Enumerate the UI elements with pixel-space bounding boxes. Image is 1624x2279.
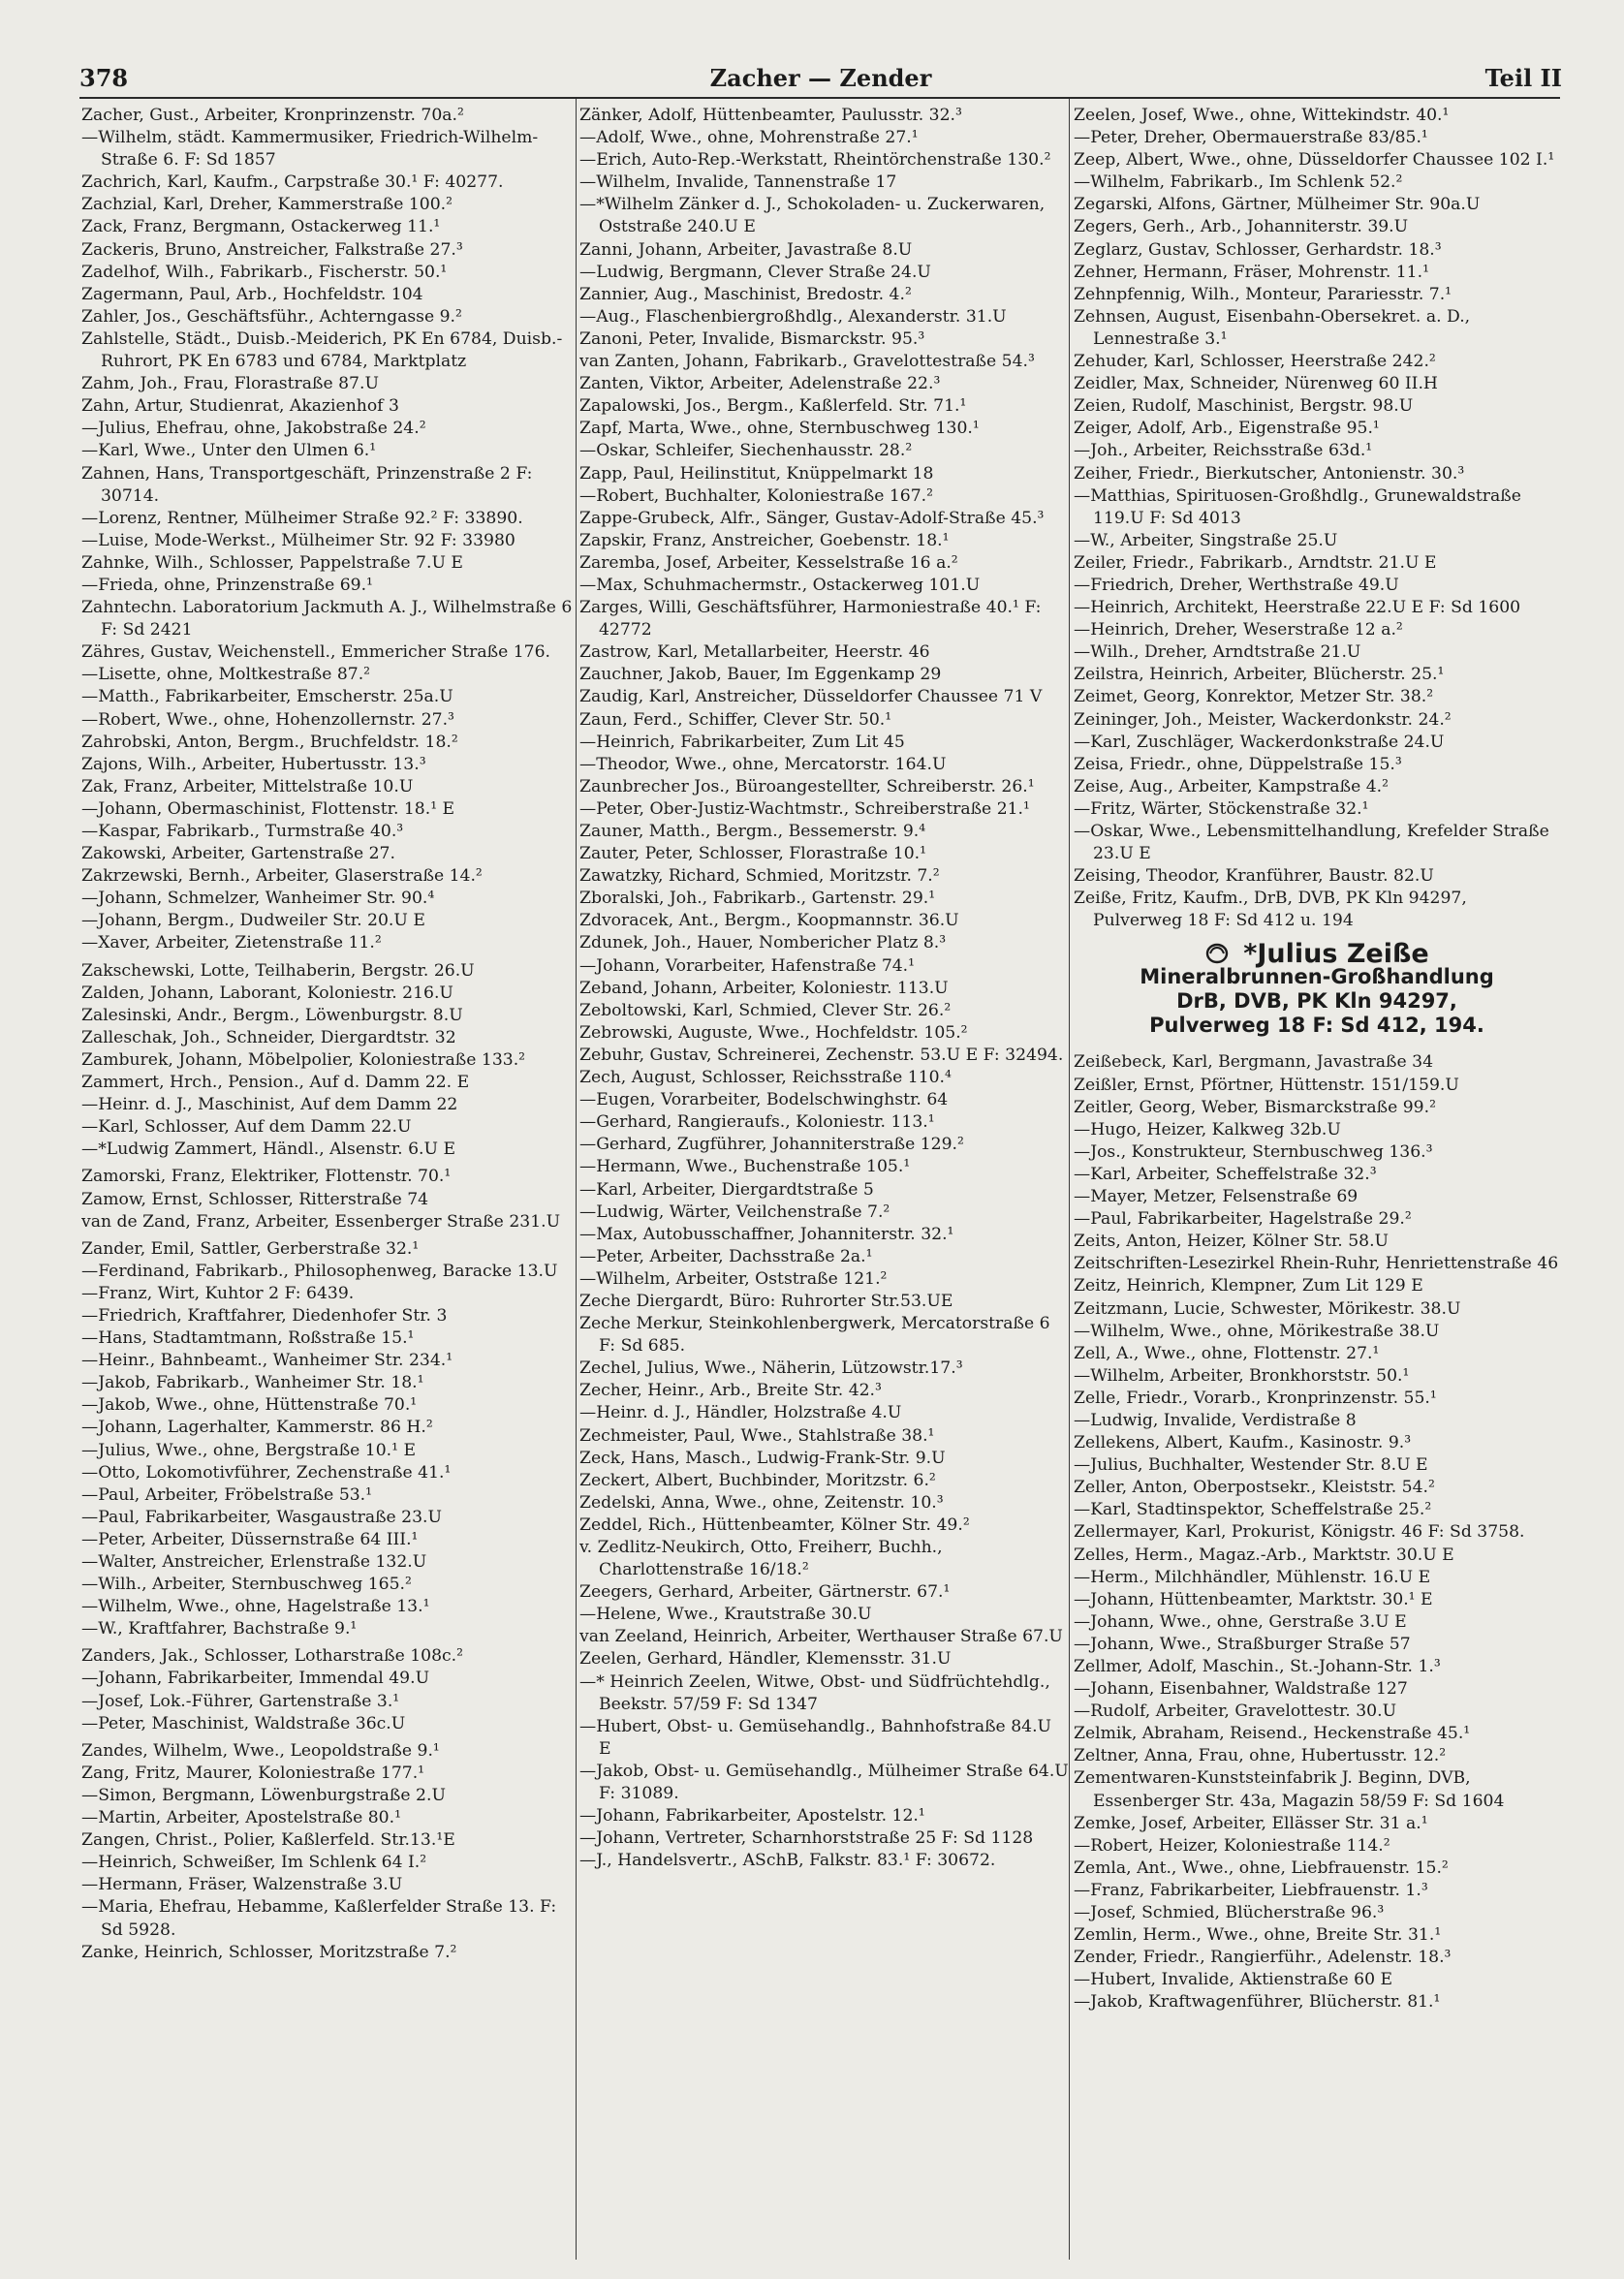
- directory-entry: Zboralski, Joh., Fabrikarb., Gartenstr. 29.¹: [579, 889, 936, 909]
- directory-entry: —Wilhelm, Arbeiter, Bronkhorststr. 50.¹: [1074, 1365, 1410, 1386]
- directory-entry: —Ferdinand, Fabrikarb., Philosophenweg, Baracke 13.U: [81, 1261, 558, 1281]
- directory-entry: —Heinr. d. J., Händler, Holzstraße 4.U: [579, 1403, 902, 1423]
- directory-entry: Zanoni, Peter, Invalide, Bismarckstr. 95.³: [579, 328, 925, 349]
- directory-entry: Zapf, Marta, Wwe., ohne, Sternbuschweg 130.¹: [579, 419, 980, 439]
- directory-entry: Zanni, Johann, Arbeiter, Javastraße 8.U: [579, 239, 913, 260]
- directory-entry: Zajons, Wilh., Arbeiter, Hubertusstr. 13.³: [81, 754, 426, 774]
- directory-entry: —Herm., Milchhändler, Mühlenstr. 16.U E: [1074, 1567, 1431, 1587]
- directory-entry: —Adolf, Wwe., ohne, Mohrenstraße 27.¹: [579, 128, 919, 148]
- directory-entry: Zender, Friedr., Rangierführ., Adelenstr. 18.³: [1074, 1948, 1452, 1968]
- directory-entry: —Aug., Flaschenbiergroßhdlg., Alexanderstr. 31.U: [579, 306, 1007, 327]
- directory-entry: Zech, August, Schlosser, Reichsstraße 110.⁴: [579, 1068, 952, 1088]
- advertisement: [1074, 938, 1560, 1038]
- directory-entry: Zachzial, Karl, Dreher, Kammerstraße 100.²: [81, 195, 453, 215]
- directory-entry: Zellmer, Adolf, Maschin., St.-Johann-Str. 1.³: [1074, 1657, 1441, 1676]
- directory-entry: Zamow, Ernst, Schlosser, Ritterstraße 74: [81, 1189, 429, 1209]
- directory-entry: —Peter, Arbeiter, Düssernstraße 64 III.¹: [81, 1529, 419, 1549]
- directory-entry: Zacher, Gust., Arbeiter, Kronprinzenstr. 70a.²: [81, 106, 464, 125]
- column-2: [579, 105, 1069, 2265]
- directory-entry: Zauter, Peter, Schlosser, Florastraße 10.¹: [579, 844, 927, 864]
- directory-entry: Zamburek, Johann, Möbelpolier, Koloniestraße 133.²: [81, 1049, 526, 1070]
- directory-entry: Zawatzky, Richard, Schmied, Moritzstr. 7.²: [579, 866, 940, 887]
- directory-entry: —Wilhelm, Wwe., ohne, Mörikestraße 38.U: [1074, 1321, 1440, 1341]
- directory-entry: —Johann, Vorarbeiter, Hafenstraße 74.¹: [579, 955, 916, 976]
- directory-entry: —Rudolf, Arbeiter, Gravelottestr. 30.U: [1074, 1701, 1397, 1722]
- directory-entry: Zandes, Wilhelm, Wwe., Leopoldstraße 9.¹: [81, 1740, 440, 1761]
- directory-entry: Zang, Fritz, Maurer, Koloniestraße 177.¹: [81, 1763, 425, 1783]
- directory-entry: Zanke, Heinrich, Schlosser, Moritzstraße 7.²: [81, 1942, 457, 1962]
- directory-entry: Zappe-Grubeck, Alfr., Sänger, Gustav-Adolf-Straße 45.³: [579, 508, 1045, 528]
- directory-entry: Zalden, Johann, Laborant, Koloniestr. 216.U: [81, 983, 453, 1003]
- directory-entry: —Jakob, Kraftwagenführer, Blücherstr. 81.¹: [1074, 1992, 1441, 2013]
- advert-address: Pulverweg 18 F: Sd 412, 194.: [1149, 1014, 1484, 1038]
- directory-entry: Zemke, Josef, Arbeiter, Ellässer Str. 31 a.¹: [1074, 1813, 1428, 1833]
- directory-entry: Zementwaren-Kunststeinfabrik J. Beginn, DVB, Essenberger Str. 43a, Magazin 58/59 F: Sd 1604: [1074, 1768, 1505, 1811]
- directory-entry: Zapalowski, Jos., Bergm., Kaßlerfeld. Str. 71.¹: [579, 396, 967, 417]
- directory-entry: —Luise, Mode-Werkst., Mülheimer Str. 92 F: 33980: [81, 530, 515, 550]
- advert-business: Mineralbrunnen-Großhandlung: [1140, 965, 1494, 989]
- directory-entry: —Peter, Ober-Justiz-Wachtmstr., Schreiberstraße 21.¹: [579, 798, 1030, 819]
- directory-entry: —Heinr. d. J., Maschinist, Auf dem Damm 22: [81, 1095, 458, 1115]
- directory-entry: Zeelen, Josef, Wwe., ohne, Wittekindstr. 40.¹: [1074, 106, 1450, 125]
- directory-entry: Zanders, Jak., Schlosser, Lotharstraße 108c.²: [81, 1646, 464, 1667]
- column-divider: [1069, 99, 1070, 2260]
- directory-entry: —Hugo, Heizer, Kalkweg 32b.U: [1074, 1119, 1341, 1140]
- directory-entry: —Erich, Auto-Rep.-Werkstatt, Rheintörchenstraße 130.²: [579, 150, 1051, 171]
- directory-entry: —Mayer, Metzer, Felsenstraße 69: [1074, 1187, 1359, 1207]
- directory-entry: Zeidler, Max, Schneider, Nürenweg 60 II.H: [1074, 374, 1438, 394]
- directory-entry: Zahlstelle, Städt., Duisb.-Meiderich, PK En 6784, Duisb.-Ruhrort, PK En 6783 und 6784, Marktplatz: [81, 328, 563, 372]
- directory-entry: —Jos., Konstrukteur, Sternbuschweg 136.³: [1074, 1141, 1433, 1162]
- directory-entry: —Heinrich, Schweißer, Im Schlenk 64 I.²: [81, 1853, 427, 1873]
- directory-entry: —Johann, Fabrikarbeiter, Immendal 49.U: [81, 1669, 430, 1689]
- directory-entry: —Wilhelm, Fabrikarb., Im Schlenk 52.²: [1074, 172, 1403, 193]
- directory-entry: —Heinrich, Fabrikarbeiter, Zum Lit 45: [579, 732, 905, 752]
- directory-entry: Zauchner, Jakob, Bauer, Im Eggenkamp 29: [579, 665, 942, 685]
- directory-entry: —Wilh., Arbeiter, Sternbuschweg 165.²: [81, 1575, 412, 1595]
- directory-entry: Zanten, Viktor, Arbeiter, Adelenstraße 22.³: [579, 374, 941, 394]
- directory-entry: Zakschewski, Lotte, Teilhaberin, Bergstr. 26.U: [81, 960, 475, 981]
- directory-entry: Zeckert, Albert, Buchbinder, Moritzstr. 6.²: [579, 1470, 936, 1490]
- directory-entry: —Hermann, Fräser, Walzenstraße 3.U: [81, 1875, 403, 1895]
- directory-entry: Zemlin, Herm., Wwe., ohne, Breite Str. 31.¹: [1074, 1925, 1442, 1946]
- directory-entry: —Walter, Anstreicher, Erlenstraße 132.U: [81, 1552, 427, 1572]
- directory-entry: —Karl, Wwe., Unter den Ulmen 6.¹: [81, 441, 377, 461]
- directory-entry: —Kaspar, Fabrikarb., Turmstraße 40.³: [81, 822, 404, 841]
- directory-entry: Zellekens, Albert, Kaufm., Kasinostr. 9.³: [1074, 1433, 1412, 1453]
- directory-entry: —Johann, Wwe., Straßburger Straße 57: [1074, 1634, 1411, 1654]
- directory-entry: Zedelski, Anna, Wwe., ohne, Zeitenstr. 10.³: [579, 1492, 944, 1513]
- directory-entry: Zehner, Hermann, Fräser, Mohrenstr. 11.¹: [1074, 262, 1429, 282]
- directory-entry: —Johann, Eisenbahner, Waldstraße 127: [1074, 1679, 1408, 1700]
- directory-entry: Zeiher, Friedr., Bierkutscher, Antonienstr. 30.³: [1074, 463, 1465, 484]
- directory-entry: —Jakob, Obst- u. Gemüsehandlg., Mülheimer Straße 64.U F: 31089.: [579, 1761, 1069, 1804]
- column-3: [1074, 105, 1560, 2265]
- directory-entry: —Wilhelm, Invalide, Tannenstraße 17: [579, 172, 897, 193]
- directory-entry: —Oskar, Wwe., Lebensmittelhandlung, Krefelder Straße 23.U E: [1074, 822, 1549, 864]
- directory-entry: Zdvoracek, Ant., Bergm., Koopmannstr. 36.U: [579, 911, 959, 931]
- directory-entry: —Jakob, Wwe., ohne, Hüttenstraße 70.¹: [81, 1395, 418, 1416]
- directory-entry: Zdunek, Joh., Hauer, Nombericher Platz 8.³: [579, 933, 947, 953]
- directory-entry: Zelmik, Abraham, Reisend., Heckenstraße 45.¹: [1074, 1724, 1471, 1744]
- directory-entry: Zaremba, Josef, Arbeiter, Kesselstraße 16 a.²: [579, 552, 958, 573]
- directory-entry: Zapp, Paul, Heilinstitut, Knüppelmarkt 18: [579, 463, 934, 484]
- directory-entry: Zakowski, Arbeiter, Gartenstraße 27.: [81, 844, 395, 864]
- directory-entry: —Julius, Buchhalter, Westender Str. 8.U E: [1074, 1455, 1428, 1476]
- directory-entry: —Peter, Dreher, Obermauerstraße 83/85.¹: [1074, 128, 1428, 148]
- directory-entry: —Karl, Zuschläger, Wackerdonkstraße 24.U: [1074, 732, 1445, 752]
- directory-entry: Zehnpfennig, Wilh., Monteur, Parariesstr. 7.¹: [1074, 284, 1452, 304]
- directory-entry: Zähres, Gustav, Weichenstell., Emmericher Straße 176.: [81, 642, 551, 663]
- directory-entry: —Gerhard, Rangieraufs., Koloniestr. 113.¹: [579, 1112, 935, 1133]
- directory-entry: Zahn, Artur, Studienrat, Akazienhof 3: [81, 396, 399, 417]
- directory-entry: —Peter, Arbeiter, Dachsstraße 2a.¹: [579, 1246, 873, 1266]
- directory-entry: Zaunbrecher Jos., Büroangestellter, Schreiberstr. 26.¹: [579, 776, 1035, 796]
- directory-entry: Zeißebeck, Karl, Bergmann, Javastraße 34: [1074, 1052, 1434, 1073]
- directory-entry: Zeiler, Friedr., Fabrikarb., Arndtstr. 21.U E: [1074, 552, 1437, 573]
- directory-entry: Zeiße, Fritz, Kaufm., DrB, DVB, PK Kln 94297, Pulverweg 18 F: Sd 412 u. 194: [1074, 889, 1467, 931]
- directory-entry: —Ludwig, Bergmann, Clever Straße 24.U: [579, 262, 931, 282]
- directory-entry: —Paul, Arbeiter, Fröbelstraße 53.¹: [81, 1484, 373, 1505]
- directory-entry: Zecher, Heinr., Arb., Breite Str. 42.³: [579, 1381, 882, 1401]
- directory-entry: —Heinr., Bahnbeamt., Wanheimer Str. 234.¹: [81, 1351, 453, 1371]
- directory-entry: —Otto, Lokomotivführer, Zechenstraße 41.¹: [81, 1462, 452, 1483]
- part-label: Teil II: [1484, 64, 1562, 92]
- directory-entry: Zauner, Matth., Bergm., Bessemerstr. 9.⁴: [579, 822, 926, 841]
- directory-entry: Zeboltowski, Karl, Schmied, Clever Str. 26.²: [579, 1000, 952, 1020]
- directory-entry: Zeglarz, Gustav, Schlosser, Gerhardstr. 18.³: [1074, 239, 1442, 260]
- directory-entry: Zegarski, Alfons, Gärtner, Mülheimer Str. 90a.U: [1074, 195, 1481, 215]
- directory-entry: Zeise, Aug., Arbeiter, Kampstraße 4.²: [1074, 776, 1390, 796]
- directory-entry: Zeche Diergardt, Büro: Ruhrorter Str.53.UE: [579, 1291, 953, 1311]
- directory-entry: —Johann, Lagerhalter, Kammerstr. 86 H.²: [81, 1418, 433, 1438]
- directory-entry: Zeep, Albert, Wwe., ohne, Düsseldorfer Chaussee 102 I.¹: [1074, 150, 1555, 171]
- directory-entry: Zagermann, Paul, Arb., Hochfeldstr. 104: [81, 284, 423, 304]
- directory-entry: —Helene, Wwe., Krautstraße 30.U: [579, 1605, 872, 1625]
- directory-entry: —Josef, Lok.-Führer, Gartenstraße 3.¹: [81, 1691, 400, 1711]
- directory-entry: —Simon, Bergmann, Löwenburgstraße 2.U: [81, 1785, 446, 1805]
- advert-title: [1074, 938, 1560, 969]
- directory-entry: —J., Handelsvertr., ASchB, Falkstr. 83.¹ F: 30672.: [579, 1851, 996, 1871]
- directory-entry: v. Zedlitz-Neukirch, Otto, Freiherr, Buchh., Charlottenstraße 16/18.²: [579, 1538, 943, 1580]
- directory-entry: Zeits, Anton, Heizer, Kölner Str. 58.U: [1074, 1232, 1390, 1252]
- directory-entry: Zehuder, Karl, Schlosser, Heerstraße 242.²: [1074, 352, 1436, 372]
- directory-entry: Zeininger, Joh., Meister, Wackerdonkstr. 24.²: [1074, 709, 1452, 730]
- name-range: Zacher — Zender: [709, 64, 932, 92]
- directory-entry: —Karl, Stadtinspektor, Scheffelstraße 25.²: [1074, 1500, 1432, 1520]
- directory-entry: —Heinrich, Dreher, Weserstraße 12 a.²: [1074, 620, 1403, 640]
- directory-entry: Zehnsen, August, Eisenbahn-Obersekret. a. D., Lennestraße 3.¹: [1074, 306, 1471, 349]
- directory-entry: —Josef, Schmied, Blücherstraße 96.³: [1074, 1903, 1385, 1923]
- directory-entry: Zastrow, Karl, Metallarbeiter, Heerstr. 46: [579, 642, 930, 663]
- directory-entry: Zahm, Joh., Frau, Florastraße 87.U: [81, 374, 379, 394]
- directory-entry: —*Ludwig Zammert, Händl., Alsenstr. 6.U E: [81, 1140, 455, 1160]
- directory-entry: Zachrich, Karl, Kaufm., Carpstraße 30.¹ F: 40277.: [81, 172, 504, 193]
- directory-entry: —Friedrich, Kraftfahrer, Diedenhofer Str. 3: [81, 1305, 448, 1326]
- directory-entry: —Julius, Wwe., ohne, Bergstraße 10.¹ E: [81, 1440, 417, 1460]
- directory-entry: Zelles, Herm., Magaz.-Arb., Marktstr. 30.U E: [1074, 1545, 1454, 1565]
- directory-entry: Zeddel, Rich., Hüttenbeamter, Kölner Str. 49.²: [579, 1514, 970, 1535]
- directory-entry: Zeitschriften-Lesezirkel Rhein-Ruhr, Henriettenstraße 46: [1074, 1254, 1559, 1274]
- directory-entry: —Martin, Arbeiter, Apostelstraße 80.¹: [81, 1808, 401, 1828]
- directory-entry: Zeising, Theodor, Kranführer, Baustr. 82.U: [1074, 866, 1434, 887]
- directory-entry: —Joh., Arbeiter, Reichsstraße 63d.¹: [1074, 441, 1373, 461]
- directory-entry: —Hubert, Invalide, Aktienstraße 60 E: [1074, 1970, 1393, 1990]
- directory-entry: —Friedrich, Dreher, Werthstraße 49.U: [1074, 575, 1399, 595]
- directory-entry: van de Zand, Franz, Arbeiter, Essenberger Straße 231.U: [81, 1211, 561, 1232]
- directory-entry: Zeitz, Heinrich, Klempner, Zum Lit 129 E: [1074, 1276, 1423, 1296]
- directory-entry: —Robert, Wwe., ohne, Hohenzollernstr. 27.³: [81, 709, 454, 730]
- directory-entry: Zeitzmann, Lucie, Schwester, Mörikestr. 38.U: [1074, 1298, 1461, 1319]
- directory-entry: Zack, Franz, Bergmann, Ostackerweg 11.¹: [81, 217, 441, 237]
- directory-entry: Zeche Merkur, Steinkohlenbergwerk, Mercatorstraße 6 F: Sd 685.: [579, 1314, 1050, 1357]
- directory-entry: Zak, Franz, Arbeiter, Mittelstraße 10.U: [81, 776, 414, 796]
- directory-entry: —Paul, Fabrikarbeiter, Hagelstraße 29.²: [1074, 1209, 1412, 1230]
- directory-entry: Zammert, Hrch., Pension., Auf d. Damm 22. E: [81, 1073, 470, 1093]
- directory-entry: Zakrzewski, Bernh., Arbeiter, Glaserstraße 14.²: [81, 866, 483, 887]
- directory-entry: Zelle, Friedr., Vorarb., Kronprinzenstr. 55.¹: [1074, 1388, 1437, 1408]
- directory-entry: —Lorenz, Rentner, Mülheimer Straße 92.² F: 33890.: [81, 508, 523, 528]
- directory-entry: Zaun, Ferd., Schiffer, Clever Str. 50.¹: [579, 709, 892, 730]
- directory-entry: —Johann, Hüttenbeamter, Marktstr. 30.¹ E: [1074, 1589, 1433, 1609]
- directory-entry: —Jakob, Fabrikarb., Wanheimer Str. 18.¹: [81, 1373, 424, 1393]
- directory-entry: —Karl, Schlosser, Auf dem Damm 22.U: [81, 1117, 412, 1138]
- directory-entry: Zeltner, Anna, Frau, ohne, Hubertusstr. 12.²: [1074, 1746, 1447, 1766]
- directory-entry: —Johann, Fabrikarbeiter, Apostelstr. 12.¹: [579, 1806, 925, 1826]
- directory-entry: —Wilhelm, Arbeiter, Oststraße 121.²: [579, 1268, 888, 1289]
- directory-entry: —Ludwig, Invalide, Verdistraße 8: [1074, 1410, 1357, 1430]
- brand-logo-icon: [1204, 942, 1237, 965]
- directory-entry: Zeller, Anton, Oberpostsekr., Kleiststr. 54.²: [1074, 1478, 1435, 1498]
- directory-entry: Zebrowski, Auguste, Wwe., Hochfeldstr. 105.²: [579, 1022, 968, 1043]
- directory-entry: Zegers, Gerh., Arb., Johanniterstr. 39.U: [1074, 217, 1409, 237]
- directory-entry: —Gerhard, Zugführer, Johanniterstraße 129.²: [579, 1135, 964, 1155]
- directory-entry: Zänker, Adolf, Hüttenbeamter, Paulusstr. 32.³: [579, 106, 962, 125]
- directory-entry: Zahrobski, Anton, Bergm., Bruchfeldstr. 18.²: [81, 732, 458, 752]
- directory-entry: Zalleschak, Joh., Schneider, Diergardtstr. 32: [81, 1027, 456, 1047]
- directory-entry: —Wilhelm, städt. Kammermusiker, Friedrich-Wilhelm-Straße 6. F: Sd 1857: [81, 128, 539, 171]
- directory-entry: Zeitler, Georg, Weber, Bismarckstraße 99.²: [1074, 1097, 1436, 1117]
- page-number: 378: [79, 64, 129, 92]
- directory-entry: Zechel, Julius, Wwe., Näherin, Lützowstr.17.³: [579, 1358, 963, 1379]
- directory-entry: —Julius, Ehefrau, ohne, Jakobstraße 24.²: [81, 419, 426, 439]
- directory-entry: Zander, Emil, Sattler, Gerberstraße 32.¹: [81, 1238, 420, 1259]
- directory-entry: —Johann, Schmelzer, Wanheimer Str. 90.⁴: [81, 889, 435, 909]
- directory-entry: Zemla, Ant., Wwe., ohne, Liebfrauenstr. 15.²: [1074, 1858, 1449, 1878]
- column-1: [81, 105, 576, 2265]
- directory-entry: —Karl, Arbeiter, Scheffelstraße 32.³: [1074, 1164, 1377, 1184]
- directory-entry: —Matth., Fabrikarbeiter, Emscherstr. 25a.U: [81, 687, 453, 707]
- directory-entry: —Hubert, Obst- u. Gemüsehandlg., Bahnhofstraße 84.U E: [579, 1716, 1052, 1759]
- directory-entry: Zell, A., Wwe., ohne, Flottenstr. 27.¹: [1074, 1343, 1380, 1363]
- directory-entry: —Hermann, Wwe., Buchenstraße 105.¹: [579, 1157, 911, 1177]
- directory-entry: Zeilstra, Heinrich, Arbeiter, Blücherstr. 25.¹: [1074, 665, 1445, 685]
- column-divider: [576, 99, 577, 2260]
- directory-entry: —Max, Schuhmachermstr., Ostackerweg 101.U: [579, 575, 981, 595]
- directory-entry: Zeisa, Friedr., ohne, Düppelstraße 15.³: [1074, 754, 1402, 774]
- directory-entry: —Lisette, ohne, Moltkestraße 87.²: [81, 665, 371, 685]
- directory-entry: —Maria, Ehefrau, Hebamme, Kaßlerfelder Straße 13. F: Sd 5928.: [81, 1897, 557, 1940]
- directory-entry: Zahnke, Wilh., Schlosser, Pappelstraße 7.U E: [81, 552, 463, 573]
- directory-entry: —Johann, Obermaschinist, Flottenstr. 18.¹ E: [81, 798, 455, 819]
- directory-entry: Zeißler, Ernst, Pförtner, Hüttenstr. 151/159.U: [1074, 1075, 1459, 1095]
- directory-entry: Zahler, Jos., Geschäftsführ., Achterngasse 9.²: [81, 306, 462, 327]
- directory-entry: Zapskir, Franz, Anstreicher, Goebenstr. 18.¹: [579, 530, 950, 550]
- directory-entry: —Franz, Fabrikarbeiter, Liebfrauenstr. 1.³: [1074, 1880, 1428, 1900]
- advert-name: *Julius Zeiße: [1243, 938, 1429, 969]
- directory-entry: Zamorski, Franz, Elektriker, Flottenstr. 70.¹: [81, 1167, 452, 1187]
- directory-entry: Zeelen, Gerhard, Händler, Klemensstr. 31.U: [579, 1649, 952, 1670]
- directory-entry: —Matthias, Spirituosen-Großhdlg., Grunewaldstraße 119.U F: Sd 4013: [1074, 485, 1521, 528]
- directory-entry: Zeck, Hans, Masch., Ludwig-Frank-Str. 9.U: [579, 1448, 946, 1468]
- directory-entry: van Zeeland, Heinrich, Arbeiter, Werthauser Straße 67.U: [579, 1627, 1063, 1647]
- directory-entry: Zackeris, Bruno, Anstreicher, Falkstraße 27.³: [81, 239, 463, 260]
- directory-entry: Zeegers, Gerhard, Arbeiter, Gärtnerstr. 67.¹: [579, 1582, 951, 1603]
- directory-entry: Zebuhr, Gustav, Schreinerei, Zechenstr. 53.U E F: 32494.: [579, 1045, 1064, 1065]
- directory-entry: Zechmeister, Paul, Wwe., Stahlstraße 38.¹: [579, 1425, 935, 1446]
- directory-entry: —Peter, Maschinist, Waldstraße 36c.U: [81, 1713, 406, 1733]
- directory-entry: —Eugen, Vorarbeiter, Bodelschwinghstr. 64: [579, 1090, 949, 1110]
- directory-entry: —Karl, Arbeiter, Diergardtstraße 5: [579, 1179, 874, 1200]
- directory-entry: —Max, Autobusschaffner, Johanniterstr. 32.¹: [579, 1224, 954, 1244]
- directory-entry: —Robert, Buchhalter, Koloniestraße 167.²: [579, 485, 934, 506]
- directory-entry: Zahnen, Hans, Transportgeschäft, Prinzenstraße 2 F: 30714.: [81, 463, 533, 506]
- directory-entry: Zarges, Willi, Geschäftsführer, Harmoniestraße 40.¹ F: 42772: [579, 598, 1042, 640]
- directory-entry: —Johann, Vertreter, Scharnhorststraße 25 F: Sd 1128: [579, 1828, 1034, 1849]
- directory-entry: —Frieda, ohne, Prinzenstraße 69.¹: [81, 575, 373, 595]
- directory-entry: Zeband, Johann, Arbeiter, Koloniestr. 113.U: [579, 978, 949, 998]
- directory-entry: Zalesinski, Andr., Bergm., Löwenburgstr. 8.U: [81, 1005, 463, 1025]
- directory-entry: Zeimet, Georg, Konrektor, Metzer Str. 38.²: [1074, 687, 1434, 707]
- directory-entry: —Wilh., Dreher, Arndtstraße 21.U: [1074, 642, 1361, 663]
- directory-entry: —W., Kraftfahrer, Bachstraße 9.¹: [81, 1619, 358, 1639]
- directory-entry: Zangen, Christ., Polier, Kaßlerfeld. Str.13.¹E: [81, 1830, 455, 1851]
- directory-entry: —Hans, Stadtamtmann, Roßstraße 15.¹: [81, 1328, 415, 1349]
- advert-memberships: DrB, DVB, PK Kln 94297,: [1176, 989, 1457, 1014]
- directory-entry: —* Heinrich Zeelen, Witwe, Obst- und Südfrüchtehdlg., Beekstr. 57/59 F: Sd 1347: [579, 1671, 1050, 1714]
- directory-entry: —Ludwig, Wärter, Veilchenstraße 7.²: [579, 1202, 890, 1222]
- directory-entry: —Xaver, Arbeiter, Zietenstraße 11.²: [81, 933, 382, 953]
- directory-entry: —Heinrich, Architekt, Heerstraße 22.U E F: Sd 1600: [1074, 598, 1521, 618]
- directory-entry: van Zanten, Johann, Fabrikarb., Gravelottestraße 54.³: [579, 352, 1035, 372]
- directory-entry: Zeiger, Adolf, Arb., Eigenstraße 95.¹: [1074, 419, 1380, 439]
- directory-entry: —Robert, Heizer, Koloniestraße 114.²: [1074, 1835, 1390, 1856]
- directory-entry: —Fritz, Wärter, Stöckenstraße 32.¹: [1074, 798, 1369, 819]
- directory-entry: —Johann, Bergm., Dudweiler Str. 20.U E: [81, 911, 425, 931]
- directory-entry: Zaudig, Karl, Anstreicher, Düsseldorfer Chaussee 71 V: [579, 687, 1043, 707]
- header-rule: [79, 97, 1560, 99]
- directory-entry: —*Wilhelm Zänker d. J., Schokoladen- u. Zuckerwaren, Oststraße 240.U E: [579, 195, 1046, 237]
- directory-entry: Zeien, Rudolf, Maschinist, Bergstr. 98.U: [1074, 396, 1414, 417]
- directory-entry: Zahntechn. Laboratorium Jackmuth A. J., Wilhelmstraße 6 F: Sd 2421: [81, 598, 573, 640]
- directory-entry: —Franz, Wirt, Kuhtor 2 F: 6439.: [81, 1283, 355, 1303]
- directory-entry: Zellermayer, Karl, Prokurist, Königstr. 46 F: Sd 3758.: [1074, 1522, 1525, 1543]
- directory-entry: —Oskar, Schleifer, Siechenhausstr. 28.²: [579, 441, 913, 461]
- directory-entry: —Wilhelm, Wwe., ohne, Hagelstraße 13.¹: [81, 1597, 430, 1617]
- directory-entry: —Theodor, Wwe., ohne, Mercatorstr. 164.U: [579, 754, 947, 774]
- directory-entry: Zadelhof, Wilh., Fabrikarb., Fischerstr. 50.¹: [81, 262, 448, 282]
- directory-entry: —W., Arbeiter, Singstraße 25.U: [1074, 530, 1338, 550]
- directory-entry: —Paul, Fabrikarbeiter, Wasgaustraße 23.U: [81, 1507, 443, 1527]
- directory-entry: Zannier, Aug., Maschinist, Bredostr. 4.²: [579, 284, 912, 304]
- directory-entry: —Johann, Wwe., ohne, Gerstraße 3.U E: [1074, 1611, 1407, 1632]
